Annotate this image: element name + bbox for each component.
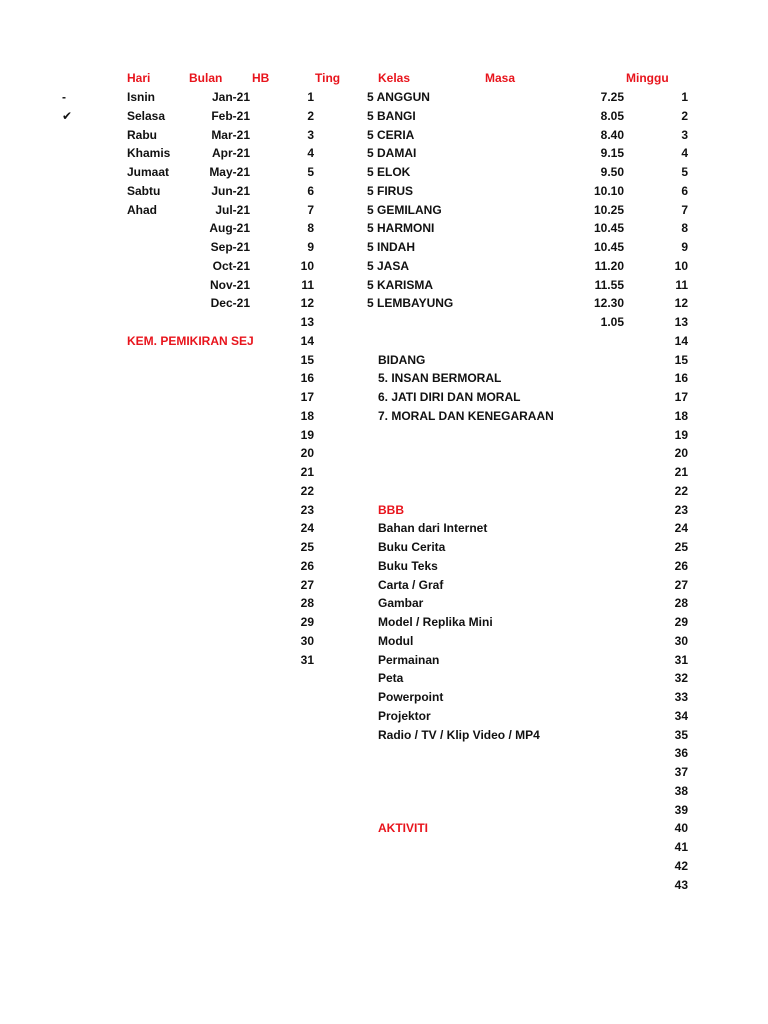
minggu-cell: 5 bbox=[681, 165, 688, 179]
bidang-item: 6. JATI DIRI DAN MORAL bbox=[378, 390, 521, 404]
hb-cell: 3 bbox=[307, 128, 314, 142]
minggu-cell: 2 bbox=[681, 109, 688, 123]
bulan-cell: Apr-21 bbox=[211, 146, 250, 160]
hari-cell: Rabu bbox=[127, 128, 157, 142]
hb-cell: 22 bbox=[300, 484, 314, 498]
minggu-cell: 29 bbox=[674, 615, 688, 629]
hb-cell: 6 bbox=[307, 184, 314, 198]
minggu-cell: 10 bbox=[674, 259, 688, 273]
bidang-item: 7. MORAL DAN KENEGARAAN bbox=[378, 409, 554, 423]
kelas-cell: 5 DAMAI bbox=[367, 146, 417, 160]
minggu-cell: 7 bbox=[681, 203, 688, 217]
hb-cell: 1 bbox=[307, 90, 314, 104]
minggu-cell: 12 bbox=[674, 296, 688, 310]
hb-cell: 21 bbox=[300, 465, 314, 479]
hb-cell: 9 bbox=[307, 240, 314, 254]
header-hari: Hari bbox=[127, 71, 151, 85]
header-bulan: Bulan bbox=[189, 71, 223, 85]
minggu-cell: 23 bbox=[674, 503, 688, 517]
hb-cell: 10 bbox=[300, 259, 314, 273]
hari-cell: Ahad bbox=[127, 203, 157, 217]
masa-cell: 12.30 bbox=[593, 296, 624, 310]
hb-cell: 15 bbox=[300, 353, 314, 367]
minggu-cell: 16 bbox=[674, 371, 688, 385]
kelas-cell: 5 JASA bbox=[367, 259, 410, 273]
kelas-cell: 5 FIRUS bbox=[367, 184, 414, 198]
bbb-title: BBB bbox=[378, 503, 404, 517]
minggu-cell: 15 bbox=[674, 353, 688, 367]
hb-cell: 12 bbox=[300, 296, 314, 310]
header-ting: Ting bbox=[315, 71, 341, 85]
minggu-cell: 32 bbox=[674, 671, 688, 685]
bidang-item: 5. INSAN BERMORAL bbox=[378, 371, 502, 385]
bulan-cell: Jan-21 bbox=[211, 90, 250, 104]
minggu-cell: 22 bbox=[674, 484, 688, 498]
masa-cell: 9.15 bbox=[600, 146, 624, 160]
minggu-cell: 27 bbox=[674, 578, 688, 592]
minggu-cell: 1 bbox=[681, 90, 688, 104]
hari-cell: Isnin bbox=[127, 90, 156, 104]
minggu-cell: 25 bbox=[674, 540, 688, 554]
hari-cell: Jumaat bbox=[127, 165, 170, 179]
kelas-cell: 5 ANGGUN bbox=[367, 90, 430, 104]
minggu-cell: 21 bbox=[674, 465, 688, 479]
masa-cell: 11.20 bbox=[594, 259, 624, 273]
bulan-cell: Nov-21 bbox=[209, 278, 250, 292]
hb-cell: 5 bbox=[307, 165, 314, 179]
bulan-cell: Sep-21 bbox=[210, 240, 250, 254]
hb-cell: 26 bbox=[300, 559, 314, 573]
bbb-item: Gambar bbox=[378, 596, 424, 610]
hb-cell: 23 bbox=[300, 503, 314, 517]
bbb-item: Model / Replika Mini bbox=[378, 615, 493, 629]
bbb-item: Peta bbox=[378, 671, 404, 685]
masa-cell: 1.05 bbox=[600, 315, 624, 329]
header-hb: HB bbox=[252, 71, 270, 85]
masa-cell: 10.45 bbox=[593, 240, 624, 254]
masa-cell: 8.40 bbox=[600, 128, 624, 142]
hb-cell: 18 bbox=[300, 409, 314, 423]
masa-cell: 7.25 bbox=[600, 90, 624, 104]
kelas-cell: 5 HARMONI bbox=[367, 221, 435, 235]
bbb-item: Bahan dari Internet bbox=[378, 521, 488, 535]
minggu-cell: 8 bbox=[681, 221, 688, 235]
minggu-cell: 41 bbox=[674, 840, 688, 854]
hb-cell: 16 bbox=[300, 371, 314, 385]
hb-cell: 31 bbox=[300, 653, 314, 667]
hb-cell: 14 bbox=[300, 334, 314, 348]
bulan-cell: Mar-21 bbox=[211, 128, 250, 142]
hari-cell: Khamis bbox=[127, 146, 171, 160]
minggu-cell: 35 bbox=[674, 728, 688, 742]
bulan-cell: May-21 bbox=[209, 165, 250, 179]
row-mark-check: ✔ bbox=[62, 109, 73, 123]
minggu-cell: 39 bbox=[674, 803, 688, 817]
bbb-item: Projektor bbox=[378, 709, 431, 723]
hb-cell: 27 bbox=[300, 578, 314, 592]
minggu-cell: 42 bbox=[674, 859, 688, 873]
hb-cell: 30 bbox=[300, 634, 314, 648]
masa-cell: 9.50 bbox=[600, 165, 624, 179]
hb-cell: 11 bbox=[301, 278, 314, 292]
masa-cell: 10.45 bbox=[593, 221, 624, 235]
masa-cell: 11.55 bbox=[594, 278, 624, 292]
minggu-cell: 31 bbox=[674, 653, 688, 667]
kelas-cell: 5 ELOK bbox=[367, 165, 411, 179]
hb-cell: 29 bbox=[300, 615, 314, 629]
kem-label: KEM. PEMIKIRAN SEJ bbox=[127, 334, 254, 348]
minggu-cell: 33 bbox=[674, 690, 688, 704]
bbb-item: Powerpoint bbox=[378, 690, 444, 704]
minggu-cell: 40 bbox=[674, 821, 688, 835]
hari-cell: Sabtu bbox=[127, 184, 161, 198]
bulan-cell: Jun-21 bbox=[211, 184, 250, 198]
minggu-cell: 19 bbox=[674, 428, 688, 442]
minggu-cell: 28 bbox=[674, 596, 688, 610]
minggu-cell: 36 bbox=[674, 746, 688, 760]
hb-cell: 25 bbox=[300, 540, 314, 554]
header-masa: Masa bbox=[485, 71, 516, 85]
aktiviti-title: AKTIVITI bbox=[378, 821, 428, 835]
hb-cell: 2 bbox=[307, 109, 314, 123]
header-minggu: Minggu bbox=[626, 71, 669, 85]
hb-cell: 7 bbox=[307, 203, 314, 217]
bbb-item: Permainan bbox=[378, 653, 440, 667]
bidang-title: BIDANG bbox=[378, 353, 426, 367]
minggu-cell: 3 bbox=[681, 128, 688, 142]
hb-cell: 24 bbox=[300, 521, 314, 535]
bulan-cell: Dec-21 bbox=[210, 296, 250, 310]
hb-cell: 19 bbox=[300, 428, 314, 442]
hb-cell: 13 bbox=[300, 315, 314, 329]
kelas-cell: 5 BANGI bbox=[367, 109, 416, 123]
minggu-cell: 30 bbox=[674, 634, 688, 648]
minggu-cell: 34 bbox=[674, 709, 688, 723]
bulan-cell: Feb-21 bbox=[211, 109, 250, 123]
minggu-cell: 37 bbox=[674, 765, 688, 779]
masa-cell: 8.05 bbox=[600, 109, 624, 123]
bulan-cell: Aug-21 bbox=[209, 221, 250, 235]
hb-cell: 28 bbox=[300, 596, 314, 610]
bbb-item: Buku Cerita bbox=[378, 540, 446, 554]
masa-cell: 10.25 bbox=[593, 203, 624, 217]
hari-cell: Selasa bbox=[127, 109, 166, 123]
header-kelas: Kelas bbox=[378, 71, 411, 85]
minggu-cell: 18 bbox=[674, 409, 688, 423]
minggu-cell: 17 bbox=[674, 390, 688, 404]
kelas-cell: 5 GEMILANG bbox=[367, 203, 442, 217]
minggu-cell: 13 bbox=[674, 315, 688, 329]
hb-cell: 8 bbox=[307, 221, 314, 235]
minggu-cell: 6 bbox=[681, 184, 688, 198]
minggu-cell: 11 bbox=[675, 278, 688, 292]
hb-cell: 4 bbox=[307, 146, 314, 160]
minggu-cell: 38 bbox=[674, 784, 688, 798]
kelas-cell: 5 CERIA bbox=[367, 128, 415, 142]
minggu-cell: 4 bbox=[681, 146, 688, 160]
kelas-cell: 5 KARISMA bbox=[367, 278, 434, 292]
minggu-cell: 14 bbox=[674, 334, 688, 348]
minggu-cell: 9 bbox=[681, 240, 688, 254]
bulan-cell: Oct-21 bbox=[212, 259, 250, 273]
bbb-item: Carta / Graf bbox=[378, 578, 444, 592]
masa-cell: 10.10 bbox=[593, 184, 624, 198]
bbb-item: Radio / TV / Klip Video / MP4 bbox=[378, 728, 540, 742]
bulan-cell: Jul-21 bbox=[215, 203, 250, 217]
minggu-cell: 43 bbox=[674, 878, 688, 892]
hb-cell: 20 bbox=[300, 446, 314, 460]
kelas-cell: 5 LEMBAYUNG bbox=[367, 296, 454, 310]
minggu-cell: 20 bbox=[674, 446, 688, 460]
hb-cell: 17 bbox=[300, 390, 314, 404]
minggu-cell: 26 bbox=[674, 559, 688, 573]
bbb-item: Buku Teks bbox=[378, 559, 438, 573]
minggu-cell: 24 bbox=[674, 521, 688, 535]
kelas-cell: 5 INDAH bbox=[367, 240, 416, 254]
row-mark-dash: - bbox=[62, 90, 66, 104]
bbb-item: Modul bbox=[378, 634, 414, 648]
